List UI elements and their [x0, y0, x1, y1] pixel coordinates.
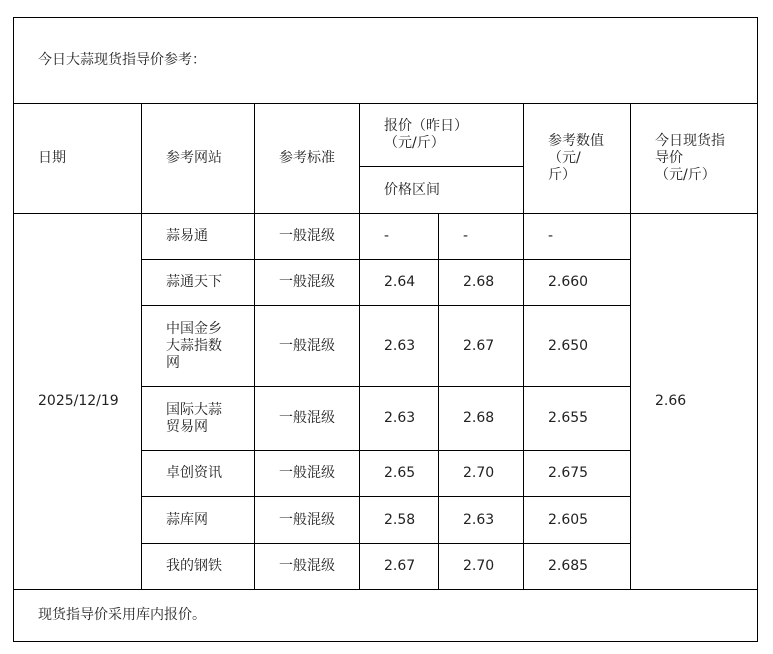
- high-price-cell: 2.67: [439, 306, 524, 387]
- ref-value-cell: 2.605: [524, 497, 631, 544]
- standard-cell: 一般混级: [255, 306, 360, 387]
- high-price-cell: 2.63: [439, 497, 524, 544]
- site-cell: 蒜库网: [142, 497, 255, 544]
- standard-cell: 一般混级: [255, 497, 360, 544]
- header-text: 今日大蒜现货指导价参考：: [14, 18, 758, 104]
- footer-text: 现货指导价采用库内报价。: [14, 590, 758, 642]
- col-quote-header: 报价（昨日） （元/斤）: [360, 104, 524, 167]
- col-ref-header: 参考数值 （元/ 斤）: [524, 104, 631, 214]
- site-cell: 我的钢铁: [142, 544, 255, 590]
- ref-value-cell: -: [524, 214, 631, 260]
- standard-cell: 一般混级: [255, 260, 360, 306]
- footer-row: [14, 590, 758, 642]
- ref-value-cell: 2.650: [524, 306, 631, 387]
- low-price-cell: 2.65: [360, 451, 439, 497]
- high-price-cell: 2.68: [439, 387, 524, 451]
- col-range-header: 价格区间: [360, 167, 524, 214]
- site-cell: 蒜通天下: [142, 260, 255, 306]
- col-standard-header: 参考标准: [255, 104, 360, 214]
- ref-value-cell: 2.660: [524, 260, 631, 306]
- column-header-row: [14, 104, 758, 167]
- high-price-cell: 2.68: [439, 260, 524, 306]
- date-cell: 2025/12/19: [14, 214, 142, 590]
- col-site-header: 参考网站: [142, 104, 255, 214]
- standard-cell: 一般混级: [255, 544, 360, 590]
- ref-value-cell: 2.655: [524, 387, 631, 451]
- site-cell: 中国金乡 大蒜指数 网: [142, 306, 255, 387]
- low-price-cell: 2.67: [360, 544, 439, 590]
- guide-price-cell: 2.66: [631, 214, 758, 590]
- header-row: [14, 18, 758, 104]
- table-row: [14, 214, 758, 260]
- price-table: [13, 17, 758, 642]
- site-cell: 卓创资讯: [142, 451, 255, 497]
- low-price-cell: 2.63: [360, 306, 439, 387]
- col-date-header: 日期: [14, 104, 142, 214]
- site-cell: 国际大蒜 贸易网: [142, 387, 255, 451]
- ref-value-cell: 2.685: [524, 544, 631, 590]
- site-cell: 蒜易通: [142, 214, 255, 260]
- low-price-cell: 2.58: [360, 497, 439, 544]
- low-price-cell: 2.63: [360, 387, 439, 451]
- high-price-cell: 2.70: [439, 451, 524, 497]
- ref-value-cell: 2.675: [524, 451, 631, 497]
- col-guide-header: 今日现货指 导价 （元/斤）: [631, 104, 758, 214]
- low-price-cell: -: [360, 214, 439, 260]
- standard-cell: 一般混级: [255, 387, 360, 451]
- standard-cell: 一般混级: [255, 214, 360, 260]
- high-price-cell: 2.70: [439, 544, 524, 590]
- standard-cell: 一般混级: [255, 451, 360, 497]
- low-price-cell: 2.64: [360, 260, 439, 306]
- high-price-cell: -: [439, 214, 524, 260]
